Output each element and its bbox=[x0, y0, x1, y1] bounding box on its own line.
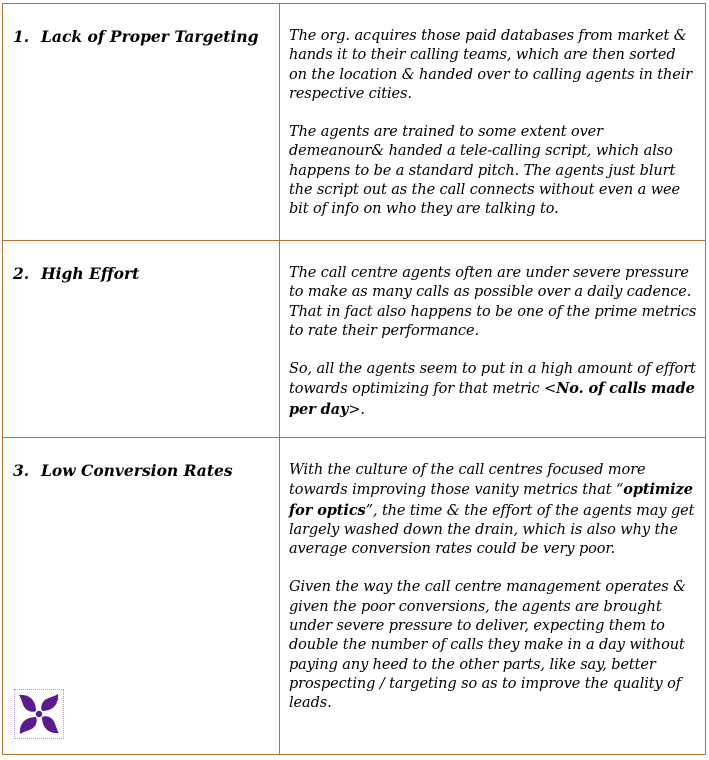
swirl-logo-icon bbox=[14, 689, 64, 739]
description-paragraph bbox=[289, 461, 697, 559]
table-row bbox=[3, 4, 706, 241]
issue-number: 2. bbox=[13, 264, 30, 283]
table-row bbox=[3, 438, 706, 755]
text-run: >. bbox=[348, 401, 365, 418]
issue-description bbox=[280, 438, 705, 714]
issue-number: 3. bbox=[13, 461, 30, 480]
bold-text-run: No. of calls made per day bbox=[289, 380, 695, 418]
bold-text-run: optimize for optics bbox=[289, 481, 693, 519]
description-cell bbox=[280, 241, 706, 438]
issue-title: Lack of Proper Targeting bbox=[41, 27, 259, 46]
text-run: So, all the agents seem to put in a high amount of effort towards optimizing for that metric < bbox=[289, 361, 696, 398]
issue-heading bbox=[3, 4, 279, 47]
text-run: With the culture of the call centres focused more towards improving those vanity metrics that “ bbox=[289, 462, 646, 499]
description-paragraph: The call centre agents often are under severe pressure to make as many calls as possible over a daily cadence. That in fact also happens to be one of the prime metrics to rate their performance. bbox=[289, 265, 697, 339]
description-cell bbox=[280, 4, 706, 241]
issues-table bbox=[2, 3, 706, 755]
issue-heading bbox=[3, 438, 279, 481]
issue-title: Low Conversion Rates bbox=[41, 461, 233, 480]
issue-cell bbox=[3, 4, 280, 241]
description-paragraph: The org. acquires those paid databases from market & hands it to their calling teams, which are then sorted on the location & handed over to calling agents in their respective cities. bbox=[289, 28, 693, 102]
description-paragraph: Given the way the call centre management operates & given the poor conversions, the agents are brought under severe pressure to deliver, expecting them to double the number of calls they make in a day without paying any heed to the other parts, like say, better prospecting / targeting so as to improve the quality of leads. bbox=[289, 579, 686, 712]
description-paragraph: The agents are trained to some extent over demeanour& handed a tele-calling script, which also happens to be a standard pitch. The agents just blurt the script out as the call connects without even a wee bit of info on who they are talking to. bbox=[289, 124, 680, 218]
issue-heading bbox=[3, 241, 279, 284]
swirl-logo-svg bbox=[15, 690, 63, 738]
issue-description bbox=[280, 241, 705, 420]
issue-number: 1. bbox=[13, 27, 30, 46]
issue-title: High Effort bbox=[41, 264, 140, 283]
issue-cell bbox=[3, 241, 280, 438]
description-cell bbox=[280, 438, 706, 755]
description-paragraph bbox=[289, 360, 697, 420]
text-run: ”, the time & the effort of the agents may get largely washed down the drain, which is also why the average conversion rates could be very poor. bbox=[289, 502, 695, 558]
table-row bbox=[3, 241, 706, 438]
issue-description bbox=[280, 4, 705, 220]
